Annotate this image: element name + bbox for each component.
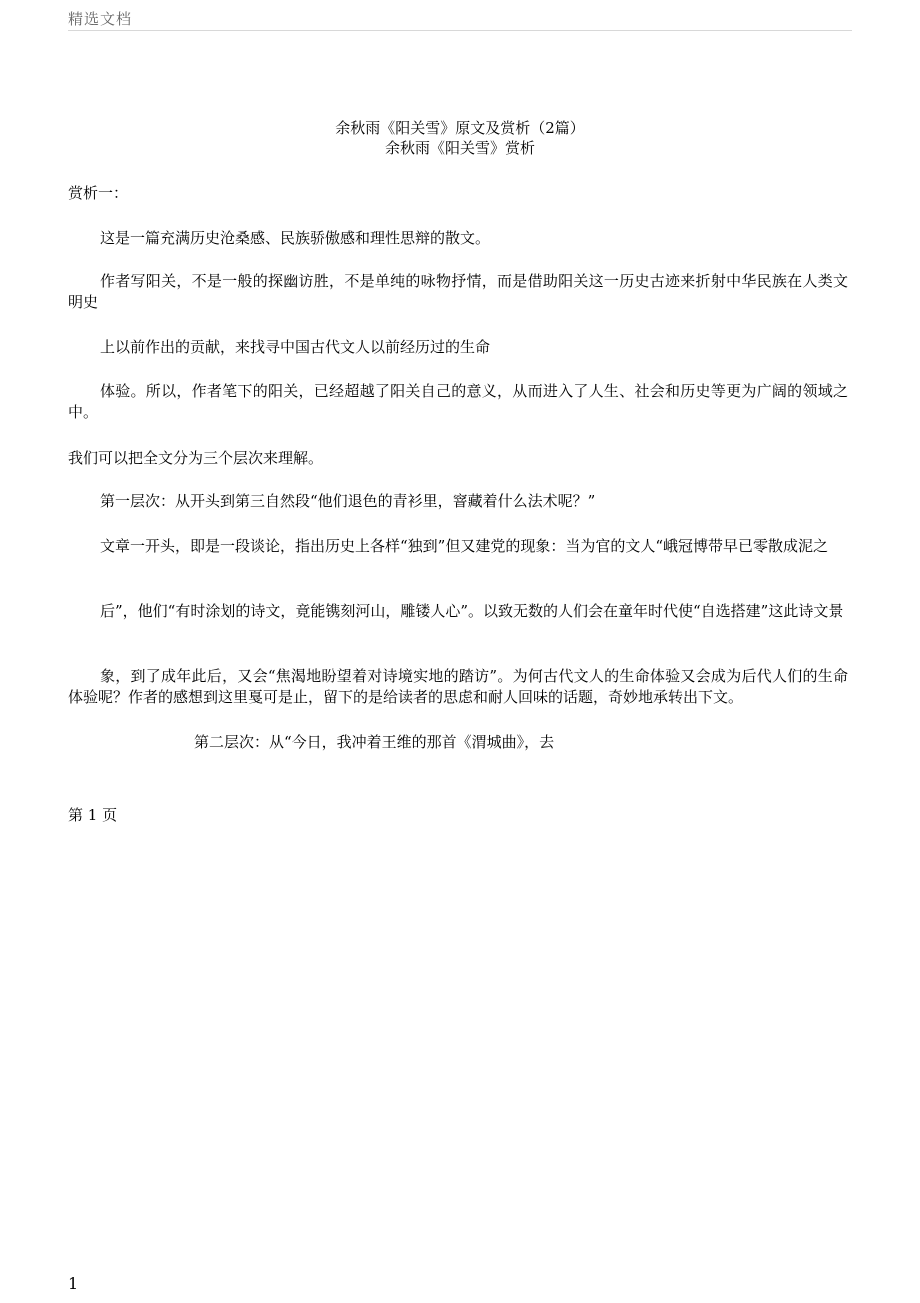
document-title: 余秋雨《阳关雪》原文及赏析（2篇） bbox=[335, 119, 585, 137]
paragraph: 上以前作出的贡献，来找寻中国古代文人以前经历过的生命 bbox=[100, 338, 491, 356]
paragraph: 作者写阳关，不是一般的探幽访胜，不是单纯的咏物抒情，而是借助阳关这一历史古迹来折射中华民族在人类文明史 bbox=[68, 272, 848, 311]
paragraph: 第二层次：从“今日，我冲着王维的那首《渭城曲》，去 bbox=[194, 733, 555, 751]
paragraph: 象，到了成年此后，又会“焦渴地盼望着对诗境实地的踏访”。为何古代文人的生命体验又会成为后代人们的生命体验呢？作者的感想到这里戛可是止，留下的是给读者的思虑和耐人回味的话题，奇妙地承转出下文。 bbox=[68, 667, 848, 706]
paragraph: 我们可以把全文分为三个层次来理解。 bbox=[68, 449, 324, 467]
page-label: 第 1 页 bbox=[68, 806, 118, 824]
header-label: 精选文档 bbox=[68, 10, 133, 28]
section-label: 赏析一： bbox=[68, 184, 129, 202]
paragraph: 文章一开头，即是一段谈论，指出历史上各样“独到”但又建党的现象：当为官的文人“峨冠博带早已零散成泥之 bbox=[100, 537, 829, 555]
paragraph: 这是一篇充满历史沧桑感、民族骄傲感和理性思辩的散文。 bbox=[100, 229, 491, 247]
paragraph: 第一层次：从开头到第三自然段“他们退色的青衫里，窨藏着什么法术呢？” bbox=[100, 492, 596, 510]
paragraph: 体验。所以，作者笔下的阳关，已经超越了阳关自己的意义，从而进入了人生、社会和历史等更为广阔的领域之中。 bbox=[68, 382, 848, 421]
document-subtitle: 余秋雨《阳关雪》赏析 bbox=[384, 139, 535, 157]
page-number: 1 bbox=[68, 1274, 79, 1293]
paragraph: 后”，他们“有时涂划的诗文，竟能镌刻河山，雕镂人心”。以致无数的人们会在童年时代使“自选搭建”这此诗文景 bbox=[100, 602, 844, 620]
page-header bbox=[68, 10, 852, 31]
